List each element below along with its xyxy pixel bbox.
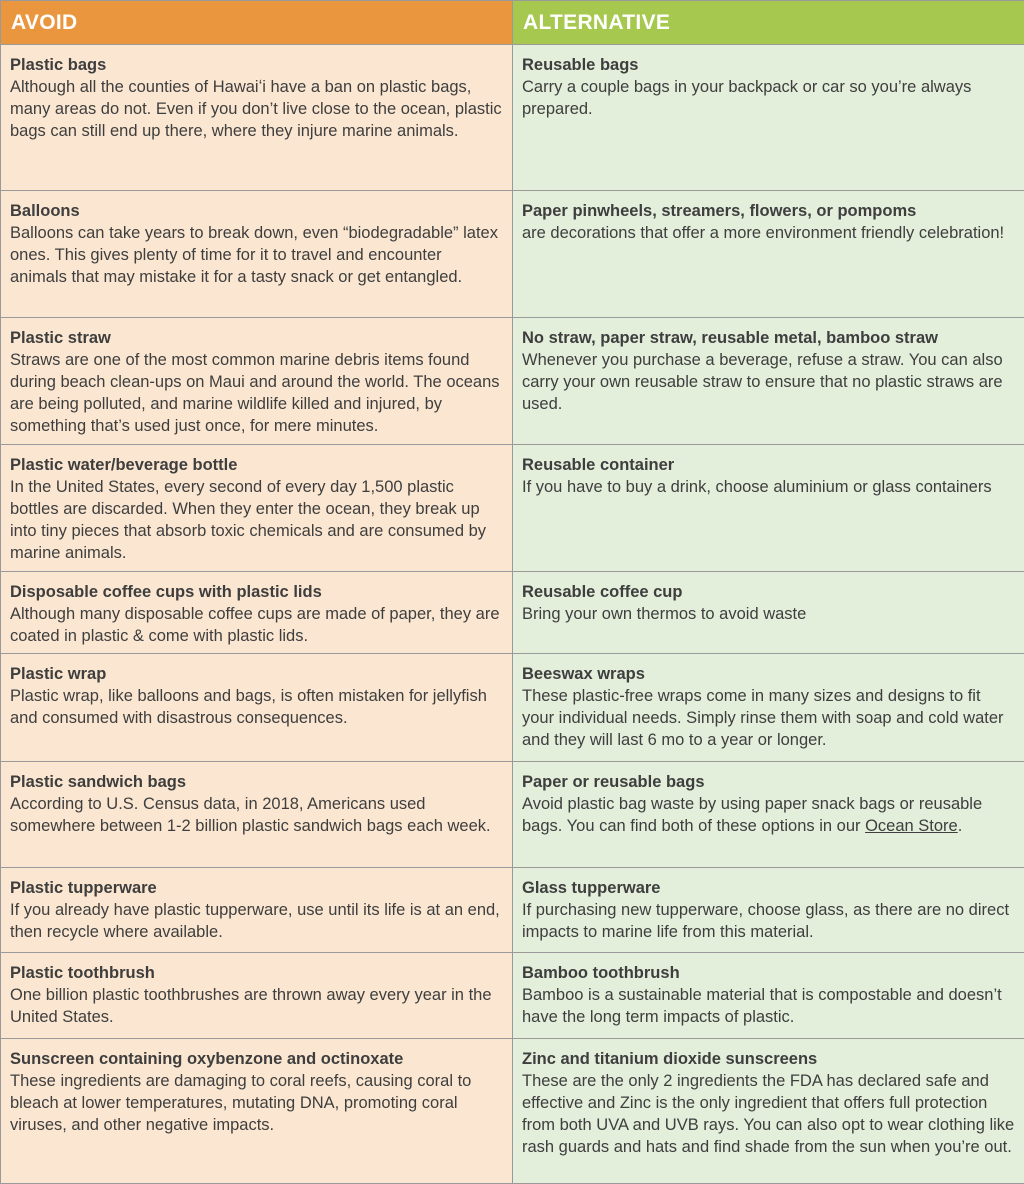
- header-row: [1, 1, 1024, 45]
- avoid-title: Plastic sandwich bags: [10, 771, 503, 793]
- table-row: [1, 191, 1024, 318]
- avoid-description: These ingredients are damaging to coral reefs, causing coral to bleach at lower temperatures, mutating DNA, promoting coral viruses, and other negative impacts.: [10, 1070, 503, 1136]
- avoid-description: Although many disposable coffee cups are made of paper, they are coated in plastic & come with plastic lids.: [10, 603, 503, 647]
- alternative-description: Whenever you purchase a beverage, refuse a straw. You can also carry your own reusable straw to ensure that no plastic straws are used.: [522, 349, 1015, 415]
- table-row: [1, 762, 1024, 868]
- alternative-description: are decorations that offer a more environment friendly celebration!: [522, 222, 1015, 244]
- alternative-description: Bring your own thermos to avoid waste: [522, 603, 1015, 625]
- table-row: [1, 953, 1024, 1039]
- avoid-description: Plastic wrap, like balloons and bags, is often mistaken for jellyfish and consumed with disastrous consequences.: [10, 685, 503, 729]
- avoid-cell: [1, 191, 513, 318]
- alternative-title: Paper pinwheels, streamers, flowers, or pompoms: [522, 200, 1015, 222]
- alternative-description: [522, 793, 1015, 837]
- avoid-title: Disposable coffee cups with plastic lids: [10, 581, 503, 603]
- table-row: [1, 868, 1024, 953]
- alternative-cell: [513, 868, 1024, 953]
- alternative-title: Bamboo toothbrush: [522, 962, 1015, 984]
- alternative-title: Glass tupperware: [522, 877, 1015, 899]
- avoid-description: Straws are one of the most common marine debris items found during beach clean-ups on Maui and around the world. The oceans are being polluted, and marine wildlife killed and injured, by something that’s used just once, for mere minutes.: [10, 349, 503, 437]
- table-row: [1, 45, 1024, 191]
- alternative-description: If purchasing new tupperware, choose glass, as there are no direct impacts to marine life from this material.: [522, 899, 1015, 943]
- avoid-cell: [1, 445, 513, 572]
- alternative-cell: [513, 1039, 1024, 1184]
- alternative-cell: [513, 445, 1024, 572]
- alternative-description-text: Avoid plastic bag waste by using paper snack bags or reusable bags. You can find both of these options in our: [522, 795, 982, 835]
- alternative-description-end: .: [958, 817, 963, 835]
- avoid-description: Balloons can take years to break down, even “biodegradable” latex ones. This gives plenty of time for it to travel and encounter animals that may mistake it for a tasty snack or get entangled.: [10, 222, 503, 288]
- alternative-title: Reusable bags: [522, 54, 1015, 76]
- alternative-title: Reusable coffee cup: [522, 581, 1015, 603]
- avoid-cell: [1, 654, 513, 762]
- avoid-cell: [1, 953, 513, 1039]
- table-row: [1, 572, 1024, 654]
- alternative-description: Carry a couple bags in your backpack or car so you’re always prepared.: [522, 76, 1015, 120]
- alternative-description: Bamboo is a sustainable material that is compostable and doesn’t have the long term impacts of plastic.: [522, 984, 1015, 1028]
- table-row: [1, 318, 1024, 445]
- avoid-title: Plastic toothbrush: [10, 962, 503, 984]
- alternative-cell: [513, 762, 1024, 868]
- table-row: [1, 654, 1024, 762]
- alternative-title: Paper or reusable bags: [522, 771, 1015, 793]
- alternative-cell: [513, 318, 1024, 445]
- alternative-title: No straw, paper straw, reusable metal, bamboo straw: [522, 327, 1015, 349]
- avoid-cell: [1, 1039, 513, 1184]
- avoid-cell: [1, 572, 513, 654]
- avoid-title: Sunscreen containing oxybenzone and octinoxate: [10, 1048, 503, 1070]
- avoid-title: Balloons: [10, 200, 503, 222]
- alternative-description: These are the only 2 ingredients the FDA has declared safe and effective and Zinc is the only ingredient that offers full protection from both UVA and UVB rays. You can also opt to wear clothing like rash guards and hats and find shade from the sun when you’re out.: [522, 1070, 1015, 1158]
- table-row: [1, 1039, 1024, 1184]
- avoid-column-header: AVOID: [1, 1, 513, 45]
- ocean-store-link[interactable]: Ocean Store: [865, 817, 958, 835]
- avoid-description: In the United States, every second of every day 1,500 plastic bottles are discarded. When they enter the ocean, they break up into tiny pieces that absorb toxic chemicals and are consumed by marine animals.: [10, 476, 503, 564]
- avoid-description: One billion plastic toothbrushes are thrown away every year in the United States.: [10, 984, 503, 1028]
- avoid-cell: [1, 318, 513, 445]
- avoid-cell: [1, 762, 513, 868]
- alternative-title: Zinc and titanium dioxide sunscreens: [522, 1048, 1015, 1070]
- avoid-cell: [1, 868, 513, 953]
- avoid-description: If you already have plastic tupperware, use until its life is at an end, then recycle where available.: [10, 899, 503, 943]
- alternative-cell: [513, 572, 1024, 654]
- alternative-cell: [513, 953, 1024, 1039]
- avoid-title: Plastic wrap: [10, 663, 503, 685]
- avoid-cell: [1, 45, 513, 191]
- alternative-title: Beeswax wraps: [522, 663, 1015, 685]
- avoid-title: Plastic water/beverage bottle: [10, 454, 503, 476]
- table-row: [1, 445, 1024, 572]
- avoid-description: Although all the counties of Hawaiʻi have a ban on plastic bags, many areas do not. Even if you don’t live close to the ocean, plastic bags can still end up there, where they injure marine animals.: [10, 76, 503, 142]
- alternative-description: These plastic-free wraps come in many sizes and designs to fit your individual needs. Simply rinse them with soap and cold water and they will last 6 mo to a year or longer.: [522, 685, 1015, 751]
- alternative-cell: [513, 191, 1024, 318]
- avoid-title: Plastic bags: [10, 54, 503, 76]
- alternative-cell: [513, 45, 1024, 191]
- avoid-title: Plastic tupperware: [10, 877, 503, 899]
- alternative-description: If you have to buy a drink, choose aluminium or glass containers: [522, 476, 1015, 498]
- avoid-title: Plastic straw: [10, 327, 503, 349]
- alternative-title: Reusable container: [522, 454, 1015, 476]
- avoid-description: According to U.S. Census data, in 2018, Americans used somewhere between 1-2 billion plastic sandwich bags each week.: [10, 793, 503, 837]
- alternative-column-header: ALTERNATIVE: [513, 1, 1024, 45]
- alternative-cell: [513, 654, 1024, 762]
